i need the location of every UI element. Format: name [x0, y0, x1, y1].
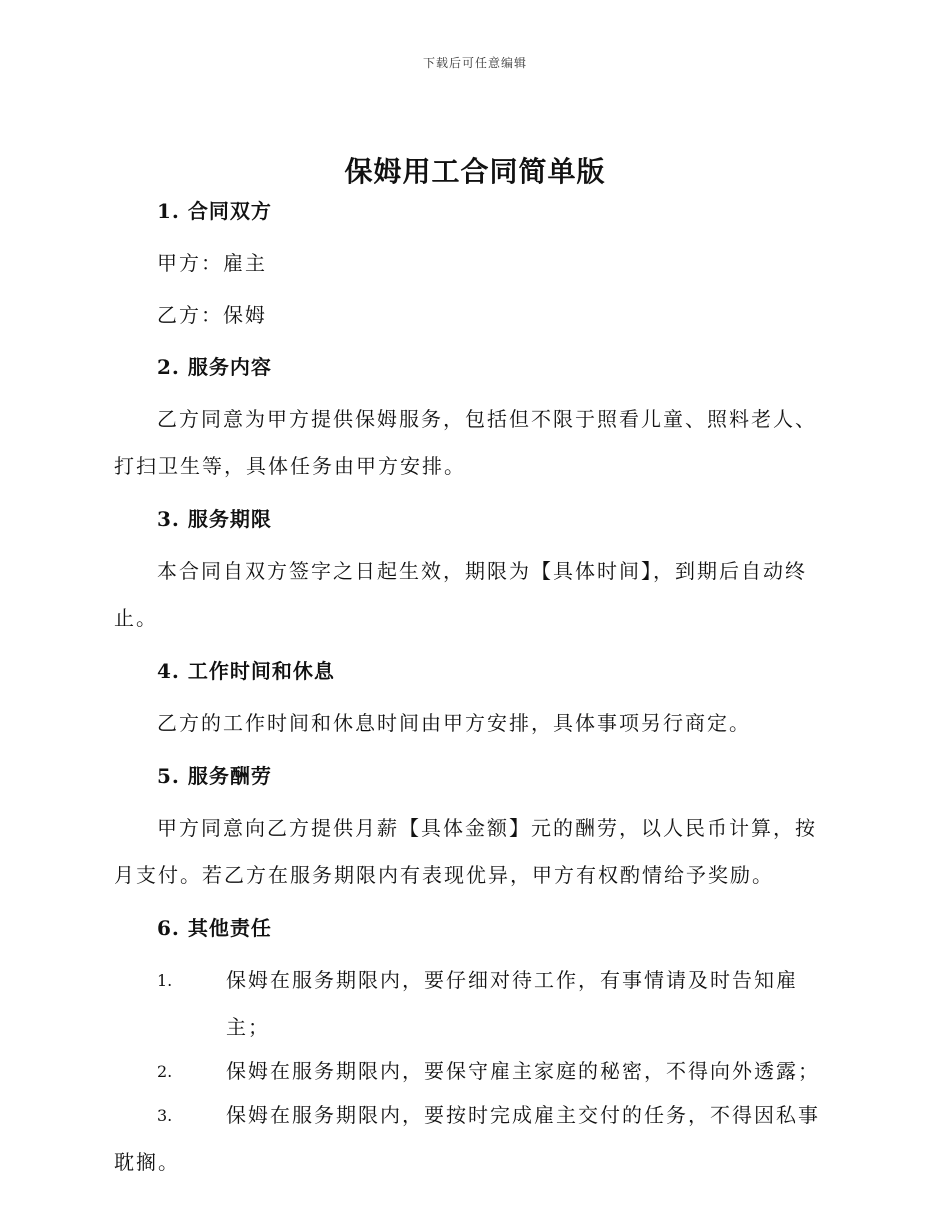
section-heading-service-content: 2. 服务内容	[157, 355, 272, 379]
service-term-paragraph: 本合同自双方签字之日起生效，期限为【具体时间】，到期后自动终止。	[114, 559, 807, 630]
document-title: 保姆用工合同简单版	[344, 155, 606, 188]
document-body	[114, 196, 836, 1191]
work-hours-paragraph: 乙方的工作时间和休息时间由甲方安排，具体事项另行商定。	[157, 711, 751, 735]
section-heading-compensation: 5. 服务酬劳	[157, 764, 272, 788]
compensation-paragraph: 甲方同意向乙方提供月薪【具体金额】元的酬劳，以人民币计算，按月支付。若乙方在服务期限内有表现优异，甲方有权酌情给予奖励。	[114, 816, 817, 887]
section-heading-parties: 1. 合同双方	[157, 199, 272, 223]
party-a-line: 甲方：雇主	[157, 251, 267, 275]
duty-list-number: 2.	[157, 1062, 173, 1081]
section-heading-service-term: 3. 服务期限	[157, 507, 272, 531]
section-heading-other-duties: 6. 其他责任	[157, 916, 272, 940]
party-b-line: 乙方：保姆	[157, 303, 267, 327]
duty-list-number: 3.	[157, 1106, 173, 1125]
section-heading-work-hours: 4. 工作时间和休息	[157, 659, 335, 683]
service-content-paragraph: 乙方同意为甲方提供保姆服务，包括但不限于照看儿童、照料老人、打扫卫生等，具体任务由甲方安排。	[114, 407, 817, 478]
duty-list-item	[114, 957, 836, 1051]
duty-list-text: 保姆在服务期限内，要保守雇主家庭的秘密，不得向外透露；	[226, 1059, 820, 1083]
duty-list-item	[114, 1048, 836, 1095]
duty-list-number: 1.	[157, 971, 173, 990]
duty-list-text: 保姆在服务期限内，要仔细对待工作，有事情请及时告知雇主；	[226, 968, 798, 1039]
page-header-note: 下载后可任意编辑	[422, 56, 527, 70]
duty-list-text: 保姆在服务期限内，要按时完成雇主交付的任务，不得因私事耽搁。	[114, 1103, 820, 1174]
duty-list-item	[114, 1092, 836, 1186]
